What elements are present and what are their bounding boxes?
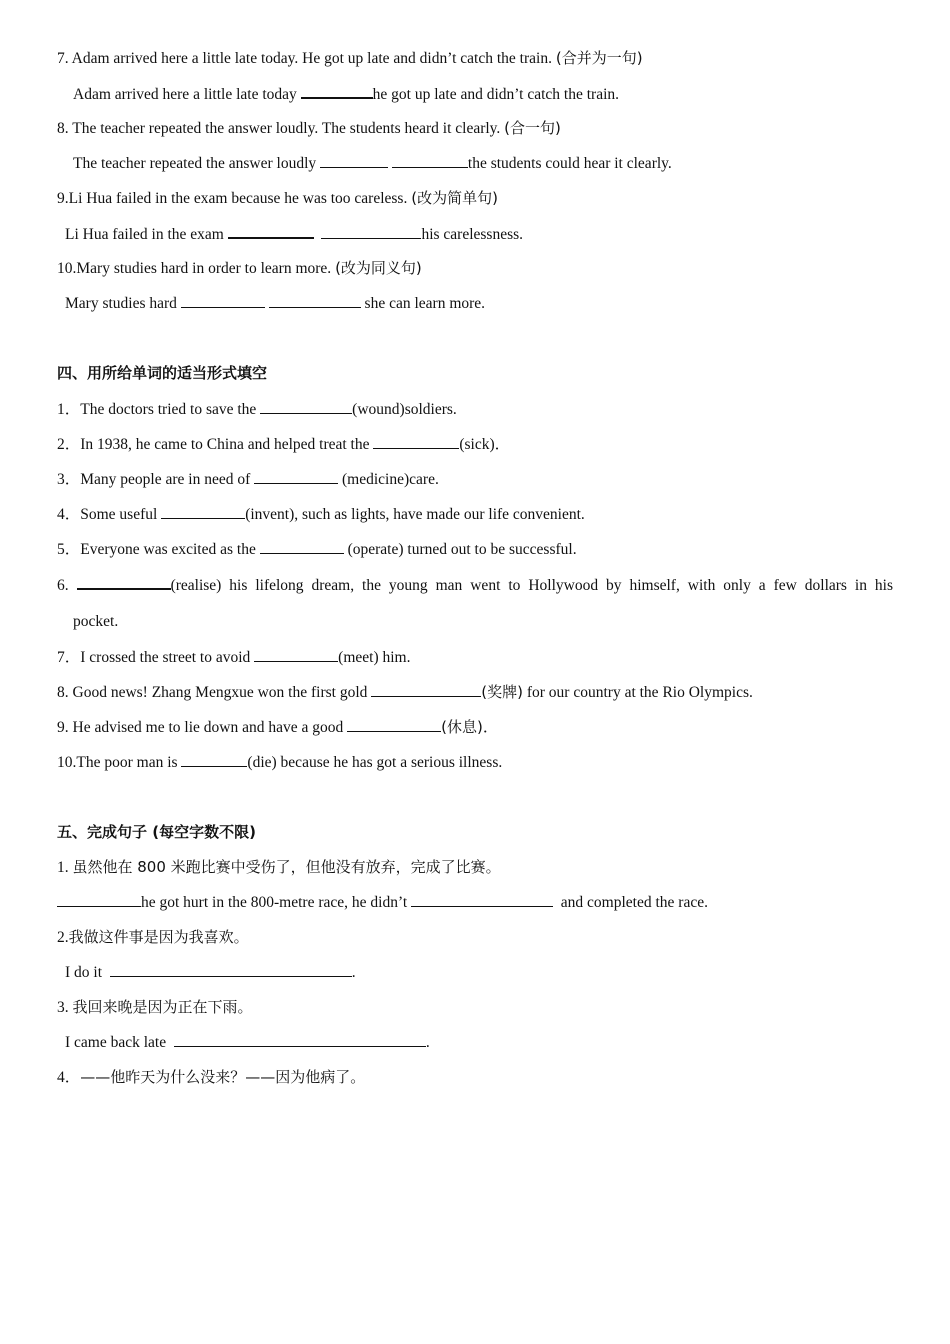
answer-blank[interactable] — [260, 539, 344, 554]
s4-q1: 1．The doctors tried to save the (wound)soldiers. — [57, 401, 457, 418]
s4-q3: 3．Many people are in need of (medicine)care. — [57, 471, 439, 488]
answer-blank[interactable] — [110, 962, 352, 977]
answer-blank[interactable] — [174, 1032, 426, 1047]
s4-q4: 4．Some useful (invent), such as lights, have made our life convenient. — [57, 506, 585, 523]
s5-q4-prompt: 4．——他昨天为什么没来？——因为他病了。 — [57, 1068, 366, 1086]
answer-blank[interactable] — [371, 682, 481, 697]
answer-blank[interactable] — [392, 153, 468, 168]
q9-prompt: 9.Li Hua failed in the exam because he was too careless. (改为简单句) — [57, 189, 498, 207]
section4-title: 四、用所给单词的适当形式填空 — [57, 364, 268, 382]
answer-blank[interactable] — [347, 717, 441, 732]
s4-q7: 7．I crossed the street to avoid (meet) him. — [57, 649, 411, 666]
answer-blank[interactable] — [269, 293, 361, 308]
answer-blank[interactable] — [321, 224, 421, 239]
answer-blank[interactable] — [260, 399, 352, 414]
answer-blank[interactable] — [161, 504, 245, 519]
answer-blank[interactable] — [181, 293, 265, 308]
q7-answer: Adam arrived here a little late today he got up late and didn’t catch the train. — [73, 83, 619, 105]
s5-q1-prompt: 1. 虽然他在 800 米跑比赛中受伤了，但他没有放弃，完成了比赛。 — [57, 858, 501, 876]
q9-answer: Li Hua failed in the exam his carelessness. — [65, 223, 523, 245]
q7-prompt: 7. Adam arrived here a little late today. He got up late and didn’t catch the train. (合并为一句) — [57, 49, 643, 67]
answer-blank[interactable] — [228, 223, 314, 239]
s4-q9: 9. He advised me to lie down and have a good (休息)． — [57, 718, 499, 736]
answer-blank[interactable] — [254, 469, 338, 484]
s5-q1-answer: he got hurt in the 800-metre race, he didn’t and completed the race. — [57, 892, 708, 913]
s4-q6-cont: pocket. — [73, 613, 119, 630]
q10-answer: Mary studies hard she can learn more. — [65, 295, 486, 312]
s5-q3-answer: I came back late . — [65, 1034, 430, 1051]
s4-q5: 5．Everyone was excited as the (operate) turned out to be successful. — [57, 541, 577, 558]
s4-q6: 6. (realise) his lifelong dream, the young man went to Hollywood by himself, with only a few dollars in his — [57, 574, 893, 596]
answer-blank[interactable] — [57, 892, 141, 907]
answer-blank[interactable] — [411, 892, 553, 907]
s4-q10: 10.The poor man is (die) because he has got a serious illness. — [57, 754, 503, 771]
answer-blank[interactable] — [77, 574, 171, 590]
s5-q2-prompt: 2.我做这件事是因为我喜欢。 — [57, 928, 249, 946]
answer-blank[interactable] — [181, 752, 247, 767]
answer-blank[interactable] — [254, 647, 338, 662]
answer-blank[interactable] — [301, 83, 373, 99]
q8-answer: The teacher repeated the answer loudly the students could hear it clearly. — [73, 155, 672, 172]
s4-q8: 8. Good news! Zhang Mengxue won the first gold (奖牌) for our country at the Rio Olympics. — [57, 683, 753, 701]
s5-q3-prompt: 3. 我回来晚是因为正在下雨。 — [57, 998, 253, 1016]
answer-blank[interactable] — [373, 434, 459, 449]
s5-q2-answer: I do it . — [65, 964, 356, 981]
q10-prompt: 10.Mary studies hard in order to learn more. (改为同义句) — [57, 259, 422, 277]
answer-blank[interactable] — [320, 153, 388, 168]
q8-prompt: 8. The teacher repeated the answer loudly. The students heard it clearly. (合一句) — [57, 119, 561, 137]
s4-q2: 2．In 1938, he came to China and helped treat the (sick)． — [57, 436, 511, 453]
section5-title: 五、完成句子 (每空字数不限) — [57, 823, 256, 841]
